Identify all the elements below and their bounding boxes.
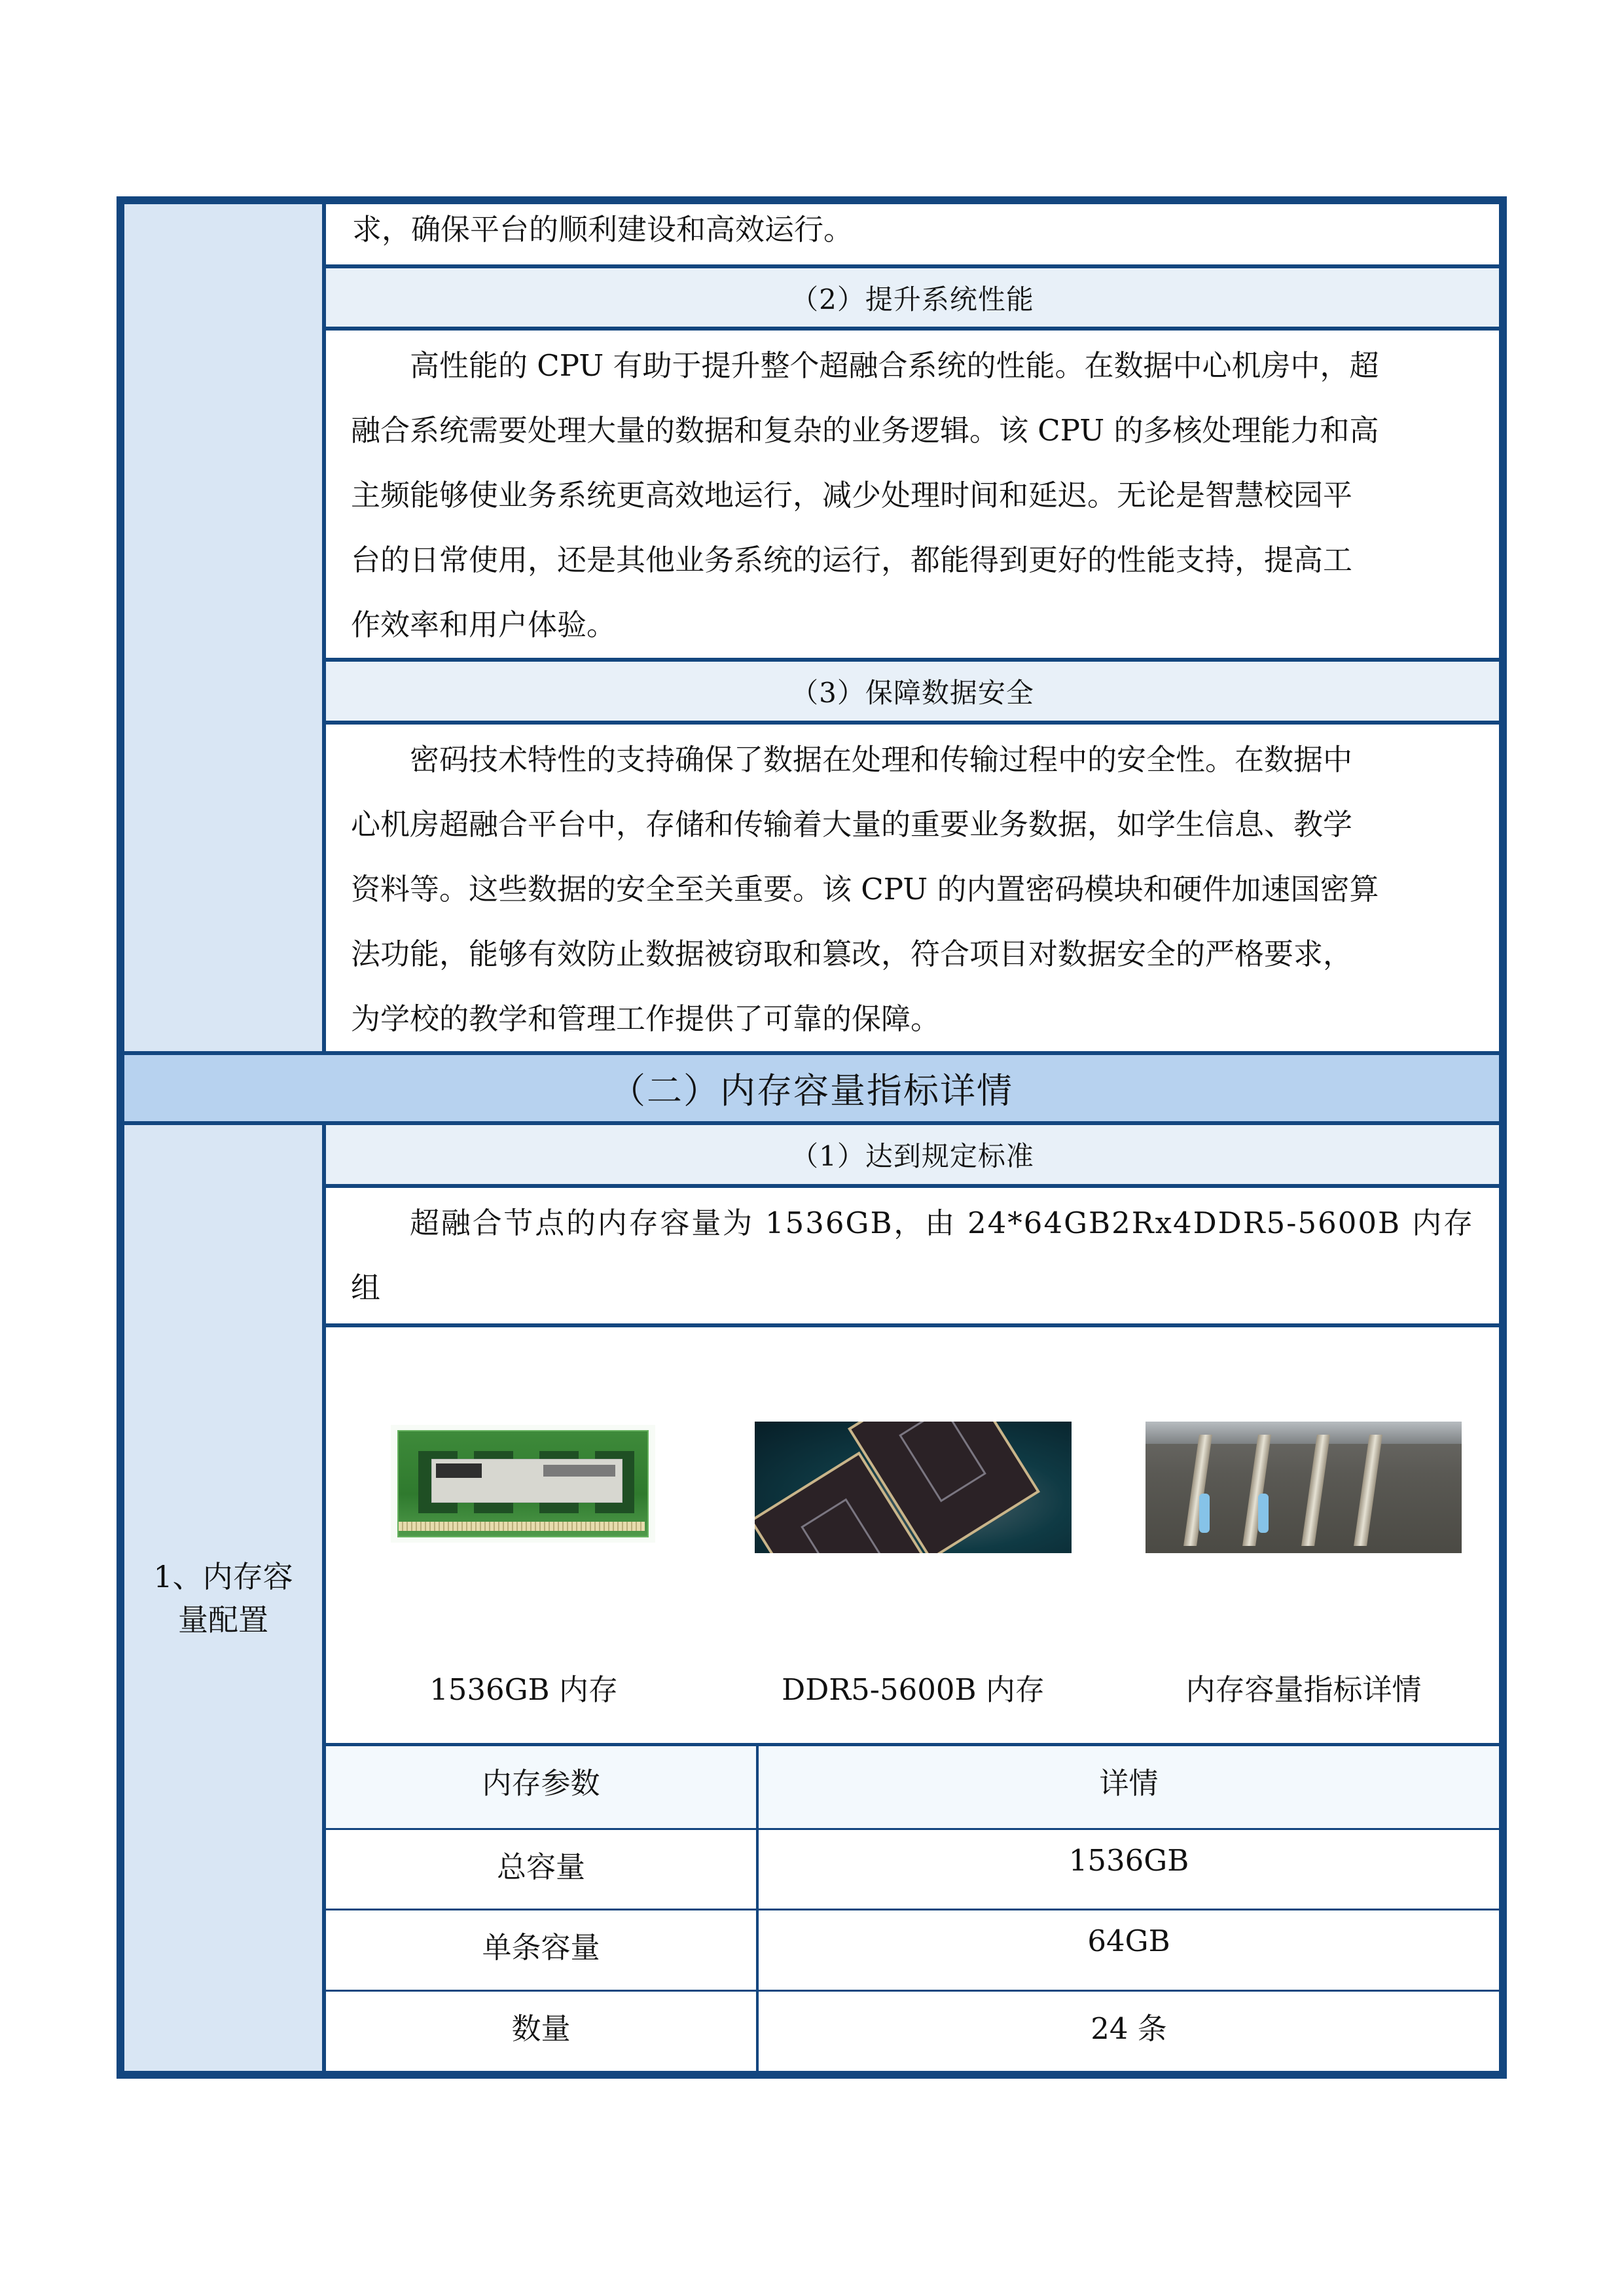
paragraph-line: 法功能，能够有效防止数据被窃取和篡改，符合项目对数据安全的严格要求， (351, 937, 1353, 971)
continuation-text: 求，确保平台的顺利建设和高效运行。 (352, 212, 854, 247)
cell-text: 单条容量 (482, 1930, 600, 1965)
paragraph-line: 高性能的 CPU 有助于提升整个超融合系统的性能。在数据中心机房中，超 (410, 348, 1379, 383)
table-row-label (326, 1830, 756, 1909)
server-memory-slots-image (1146, 1422, 1462, 1553)
cell-text: 总容量 (496, 1850, 585, 1884)
table-row-label (326, 1910, 756, 1990)
paragraph-line: 融合系统需要处理大量的数据和复杂的业务逻辑。该 CPU 的多核处理能力和高 (351, 413, 1379, 448)
left-label-memory-config (124, 1125, 322, 2071)
image-caption: 内存容量指标详情 (1185, 1672, 1422, 1707)
subheading-2-text: （2）提升系统性能 (791, 283, 1034, 315)
paragraph-line: 主频能够使业务系统更高效地运行，减少处理时间和延迟。无论是智慧校园平 (351, 478, 1353, 512)
paragraph-line: 超融合节点的内存容量为 1536GB，由 24*64GB2Rx4DDR5-5600B 内存组 (351, 1206, 1474, 1305)
paragraph-performance (326, 331, 1499, 658)
paragraph-line: 台的日常使用，还是其他业务系统的运行，都能得到更好的性能支持，提高工 (351, 543, 1353, 577)
subheading-meets-standard (326, 1125, 1499, 1184)
header-text: 内存参数 (482, 1766, 600, 1801)
table-row-value (759, 1830, 1499, 1909)
header-text: 详情 (1099, 1766, 1159, 1801)
subheading-data-security (326, 662, 1499, 721)
section-heading-memory (124, 1055, 1499, 1121)
subheading-1-text: （1）达到规定标准 (791, 1140, 1034, 1172)
section-heading-text: （二）内存容量指标详情 (610, 1070, 1013, 1111)
left-label-text: 1、内存容量配置 (153, 1558, 293, 1638)
paragraph-security (326, 725, 1499, 1051)
paragraph-line: 为学校的教学和管理工作提供了可靠的保障。 (351, 1001, 941, 1036)
paragraph-line: 密码技术特性的支持确保了数据在处理和传输过程中的安全性。在数据中 (410, 742, 1353, 777)
table-row-label (326, 1992, 756, 2071)
paragraph-memory-capacity (326, 1188, 1499, 1323)
paragraph-line: 作效率和用户体验。 (351, 607, 617, 642)
table-header-detail (759, 1746, 1499, 1828)
table-row-value (759, 1910, 1499, 1990)
continuation-text-row (326, 204, 1499, 264)
table-row-value (759, 1992, 1499, 2071)
paragraph-line: 资料等。这些数据的安全至关重要。该 CPU 的内置密码模块和硬件加速国密算 (351, 872, 1379, 906)
left-column-continued (124, 204, 322, 1051)
table-header-param (326, 1746, 756, 1828)
cell-text: 64GB (1087, 1924, 1170, 1958)
cell-text: 24 条 (1091, 2011, 1167, 2046)
image-caption: 1536GB 内存 (429, 1672, 618, 1707)
subheading-improve-performance (326, 268, 1499, 327)
cell-text: 数量 (511, 2011, 571, 2046)
ram-module-image (391, 1425, 655, 1543)
image-caption: DDR5-5600B 内存 (782, 1672, 1045, 1707)
cell-text: 1536GB (1068, 1843, 1189, 1878)
subheading-3-text: （3）保障数据安全 (791, 677, 1034, 709)
ddr5-module-image (755, 1422, 1072, 1553)
paragraph-line: 心机房超融合平台中，存储和传输着大量的重要业务数据，如学生信息、教学 (351, 807, 1353, 842)
